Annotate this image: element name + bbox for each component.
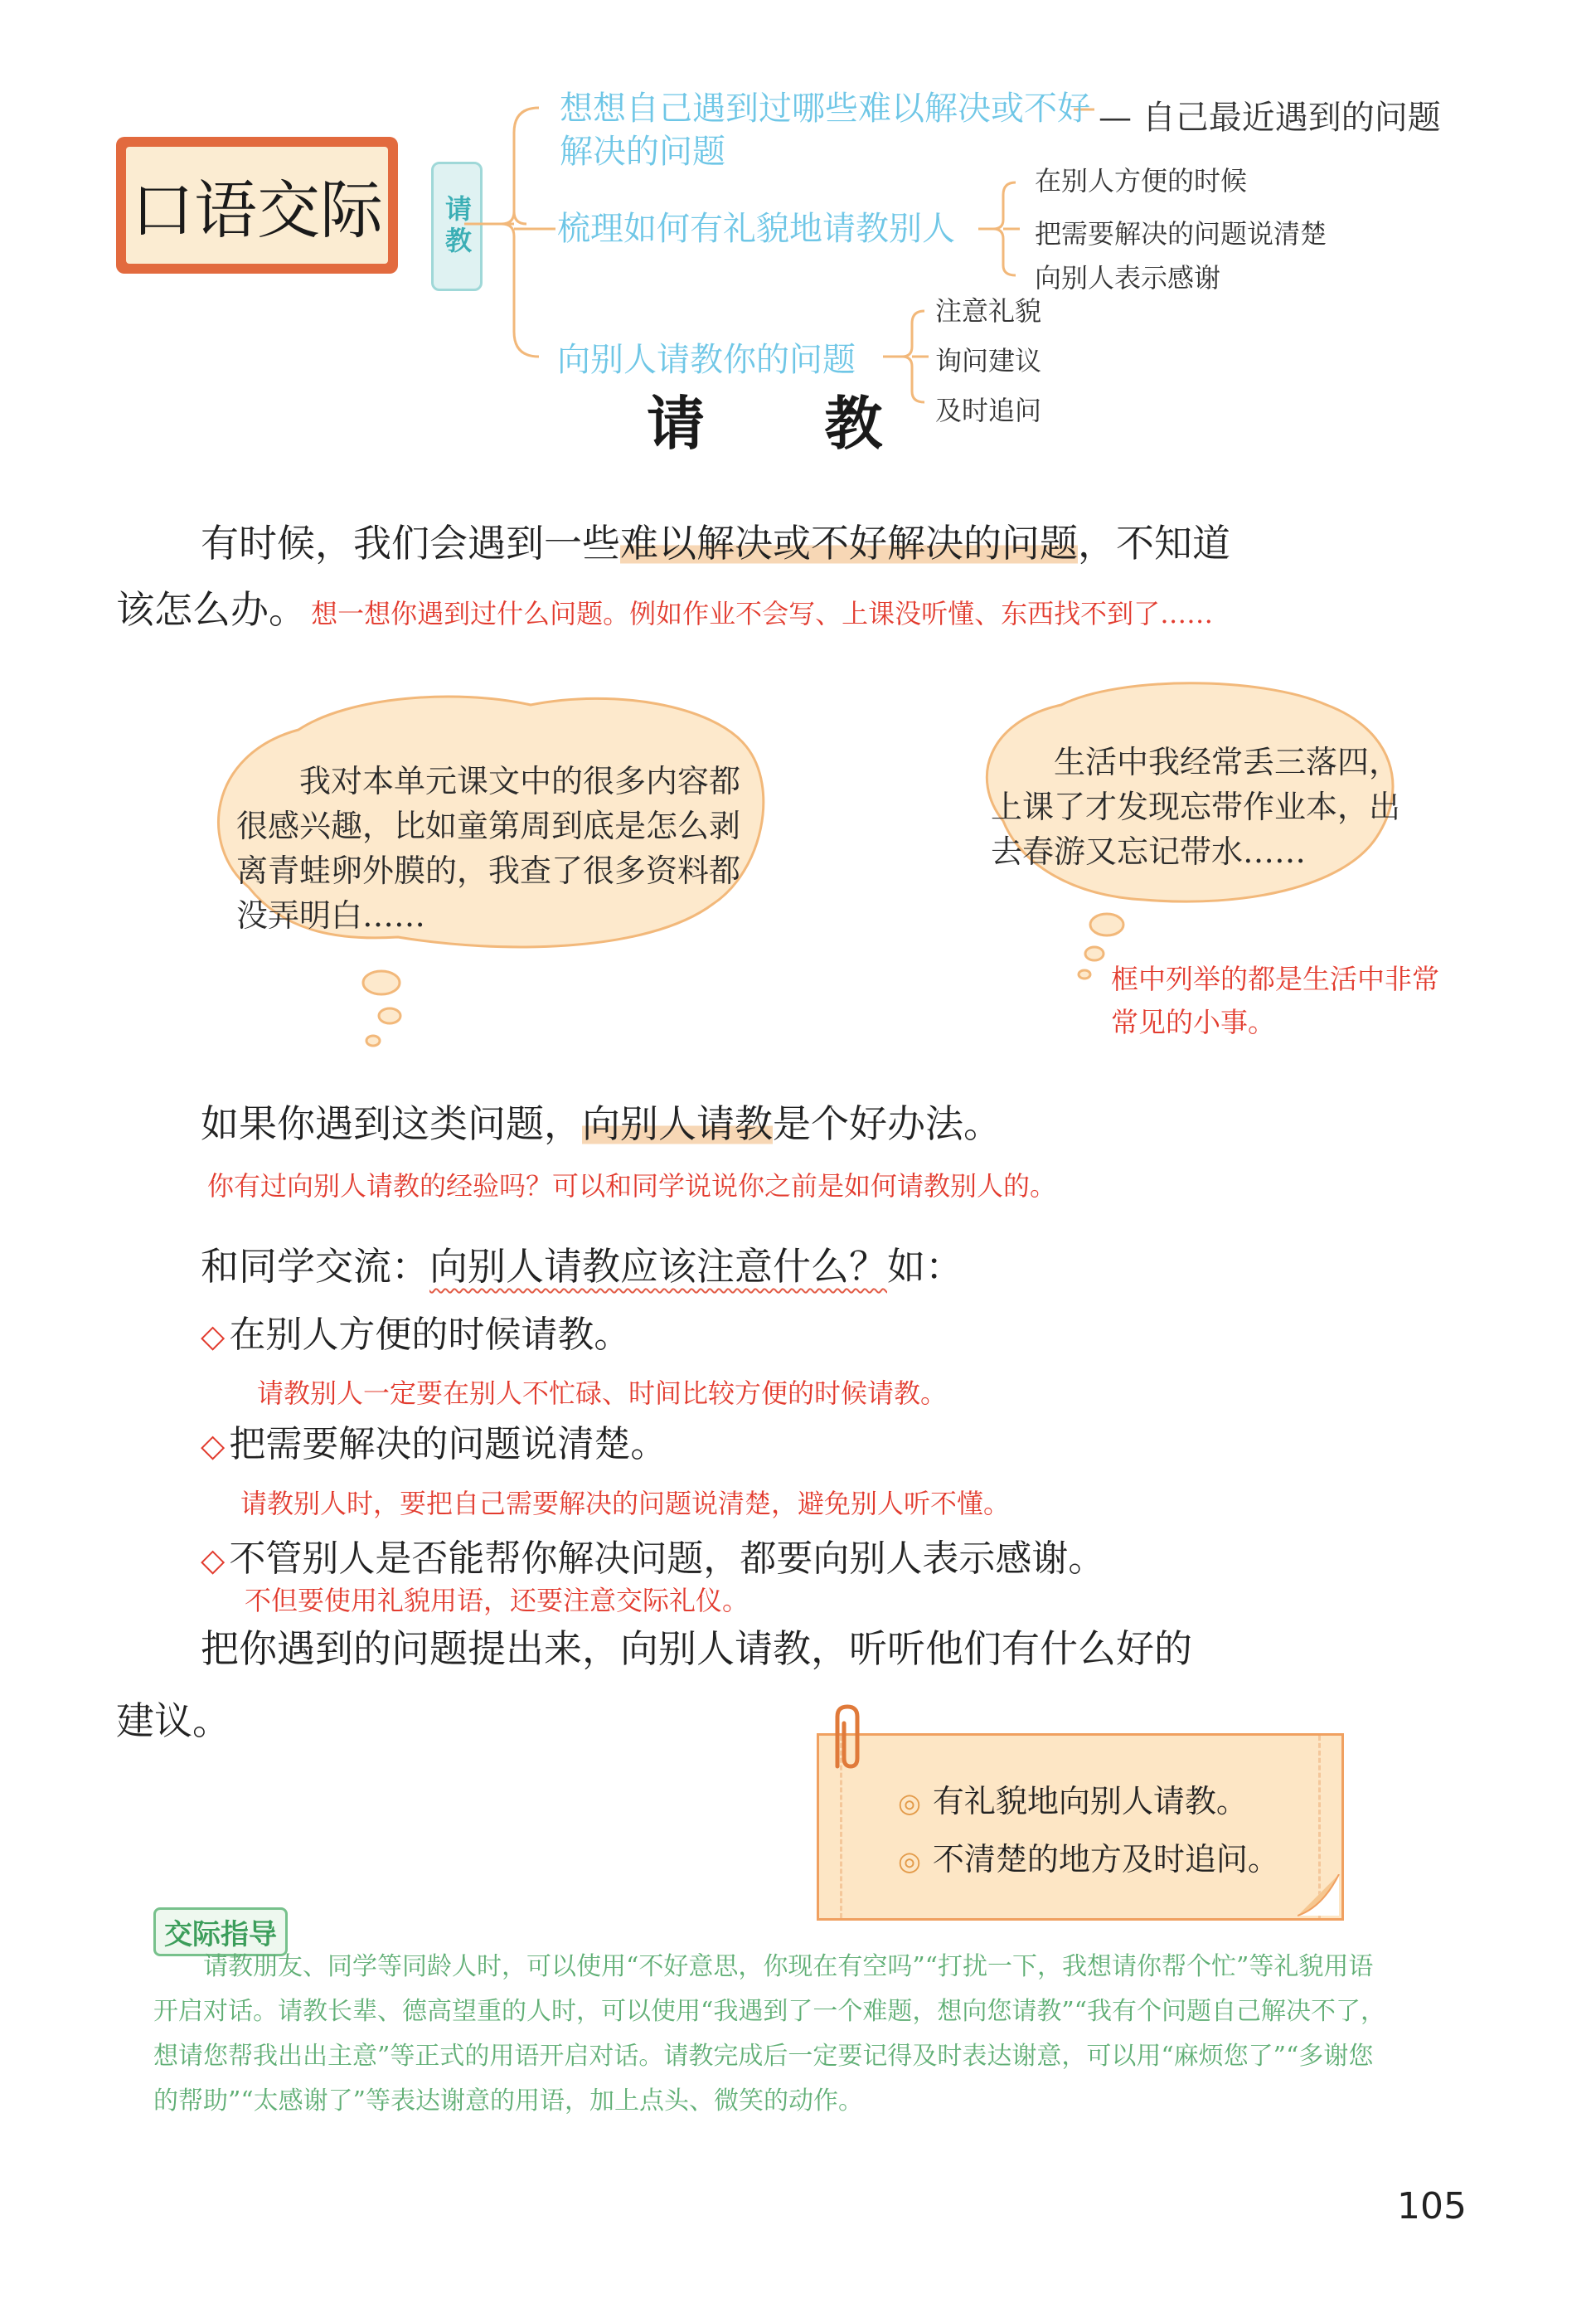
mindmap-branch-1-note: — 自己最近遇到的问题 (1099, 99, 1441, 137)
mindmap-branch-2-sub-1: 在别人方便的时候 (1035, 165, 1248, 197)
discuss-item-1 (201, 1310, 630, 1360)
discuss-item-3-text: 不管别人是否能帮你解决问题，都要向别人表示感谢。 (229, 1537, 1105, 1580)
discuss-wavy: 向别人请教应该注意什么？ (429, 1244, 887, 1289)
mindmap-branch-3-sub-3: 及时追问 (935, 395, 1042, 426)
intro-highlight: 难以解决或不好解决的问题 (620, 521, 1078, 566)
advice-text-b: 是个好办法。 (773, 1101, 1002, 1146)
mindmap-branch-2: 梳理如何有礼貌地请教别人 (557, 210, 955, 248)
tip-item-1 (898, 1776, 1248, 1821)
intro-text-b: ，不知道 (1078, 521, 1230, 566)
advice-text-a: 如果你遇到这类问题， (201, 1101, 582, 1146)
discuss-text-b: 如： (887, 1244, 963, 1289)
advice-highlight: 向别人请教 (582, 1101, 773, 1146)
advice-line (201, 1099, 1002, 1149)
discuss-item-1-note: 请教别人一定要在别人不忙碌、时间比较方便的时候请教。 (257, 1377, 948, 1409)
closing-line-2: 建议。 (116, 1698, 230, 1743)
intro-line-2-text: 该怎么办。 (116, 587, 307, 632)
advice-red-note: 你有过向别人请教的经验吗？可以和同学说说你之前是如何请教别人的。 (207, 1170, 1057, 1202)
topic-tag: 请教 (431, 162, 483, 291)
diamond-bullet-icon: ◇ (201, 1318, 226, 1354)
paperclip-icon (821, 1700, 879, 1775)
closing-line-1: 把你遇到的问题提出来，向别人请教，听听他们有什么好的 (201, 1626, 1192, 1671)
banner-title: 口语交际 (126, 147, 388, 264)
mindmap-branch-3: 向别人请教你的问题 (557, 341, 856, 379)
mindmap-branch-3-sub-1: 注意礼貌 (935, 295, 1042, 327)
discuss-item-2 (201, 1420, 667, 1469)
guidance-label: 交际指导 (153, 1907, 288, 1956)
discuss-item-2-text: 把需要解决的问题说清楚。 (229, 1423, 667, 1465)
circle-bullet-icon: ◎ (898, 1787, 921, 1819)
intro-text-a: 有时候，我们会遇到一些 (201, 521, 620, 566)
discuss-text-a: 和同学交流： (201, 1244, 429, 1289)
mindmap-branch-1: 想想自己遇到过哪些难以解决或不好解决的问题 (560, 90, 1090, 171)
mindmap-branch-2-sub-2: 把需要解决的问题说清楚 (1035, 218, 1327, 250)
bubble-red-note: 框中列举的都是生活中非常常见的小事。 (1111, 963, 1439, 1038)
page-number: 105 (1397, 2185, 1467, 2227)
diamond-bullet-icon: ◇ (201, 1427, 226, 1464)
guidance-text: 请教朋友、同学等同龄人时，可以使用“不好意思，你现在有空吗”“打扰一下，我想请你帮个忙”等礼貌用语开启对话。请教长辈、德高望重的人时，可以使用“我遇到了一个难题，想向您请教”“我有个问题自己解决不了，想请您帮我出出主意”等正式的用语开启对话。请教完成后一定要记得及时表达谢意，可以用“麻烦您了”“多谢您的帮助”“太感谢了”等表达谢意的用语，加上点头、微笑的动作。 (153, 1952, 1386, 2116)
mindmap-branch-2-sub-3: 向别人表示感谢 (1035, 262, 1221, 294)
tip-item-2 (898, 1834, 1279, 1879)
tip-card (817, 1733, 1344, 1921)
bubble-right-text: 生活中我经常丢三落四，上课了才发现忘带作业本，出去春游又忘记带水…… (991, 744, 1401, 870)
tip-item-1-text: 有礼貌地向别人请教。 (932, 1783, 1248, 1819)
page-curl (1298, 1874, 1341, 1917)
discuss-item-3 (201, 1534, 1104, 1584)
bubble-left-text: 我对本单元课文中的很多内容都很感兴趣，比如童第周到底是怎么剥离青蛙卵外膜的，我查了很多资料都没弄明白…… (236, 763, 741, 934)
discuss-item-1-text: 在别人方便的时候请教。 (229, 1314, 631, 1356)
mindmap-branch-3-sub-2: 询问建议 (935, 345, 1042, 376)
intro-red-note: 想一想你遇到过什么问题。例如作业不会写、上课没听懂、东西找不到了…… (311, 598, 1214, 629)
lesson-title: 请 教 (647, 389, 933, 458)
section-banner (116, 137, 398, 274)
diamond-bullet-icon: ◇ (201, 1542, 226, 1578)
intro-line-1 (201, 518, 1230, 568)
discuss-line (201, 1241, 963, 1291)
discuss-item-3-note: 不但要使用礼貌用语，还要注意交际礼仪。 (245, 1585, 749, 1616)
circle-bullet-icon: ◎ (898, 1845, 921, 1877)
tip-item-2-text: 不清楚的地方及时追问。 (932, 1841, 1279, 1878)
intro-line-2 (116, 585, 1213, 634)
discuss-item-2-note: 请教别人时，要把自己需要解决的问题说清楚，避免别人听不懂。 (240, 1488, 1011, 1519)
